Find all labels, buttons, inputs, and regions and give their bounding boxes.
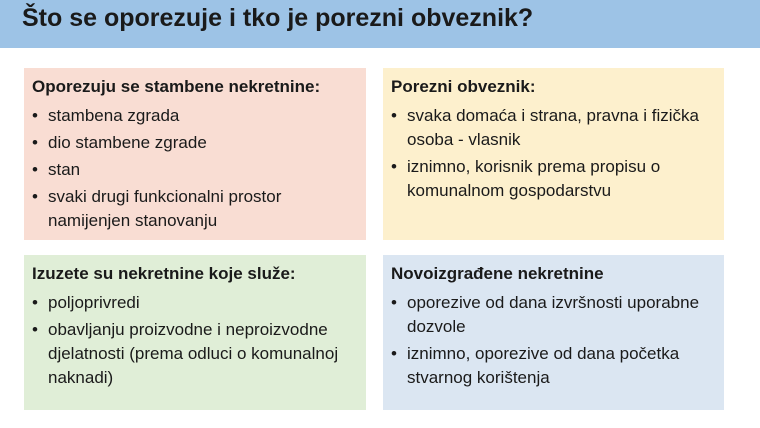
new-buildings-heading: Novoizgrađene nekretnine: [391, 264, 604, 283]
list-item: • svaka domaća i strana, pravna i fizička osoba - vlasnik: [391, 104, 714, 152]
list-item: • stan: [32, 158, 356, 182]
list-item: • svaki drugi funkcionalni prostor namijenjen stanovanju: [32, 185, 356, 233]
taxed-properties-list: [32, 104, 356, 233]
new-buildings-list: [391, 291, 714, 390]
list-item: • stambena zgrada: [32, 104, 356, 128]
taxpayer-list: [391, 104, 714, 203]
exempt-properties-box: [24, 255, 366, 410]
new-buildings-box: [383, 255, 724, 410]
exempt-properties-heading: Izuzete su nekretnine koje služe:: [32, 264, 296, 283]
list-item: • oporezive od dana izvršnosti uporabne dozvole: [391, 291, 714, 339]
list-item: • iznimno, oporezive od dana početka stvarnog korištenja: [391, 342, 714, 390]
taxpayer-heading: Porezni obveznik:: [391, 77, 536, 96]
taxpayer-box: [383, 68, 724, 240]
title-bar: [0, 0, 760, 48]
list-item: • obavljanju proizvodne i neproizvodne djelatnosti (prema odluci o komunalnoj naknadi): [32, 318, 356, 390]
taxed-properties-box: [24, 68, 366, 240]
taxed-properties-heading: Oporezuju se stambene nekretnine:: [32, 77, 321, 96]
list-item: • poljoprivredi: [32, 291, 356, 315]
exempt-properties-list: [32, 291, 356, 390]
list-item: • iznimno, korisnik prema propisu o komunalnom gospodarstvu: [391, 155, 714, 203]
slide-title: Što se oporezuje i tko je porezni obveznik?: [22, 4, 534, 32]
list-item: • dio stambene zgrade: [32, 131, 356, 155]
